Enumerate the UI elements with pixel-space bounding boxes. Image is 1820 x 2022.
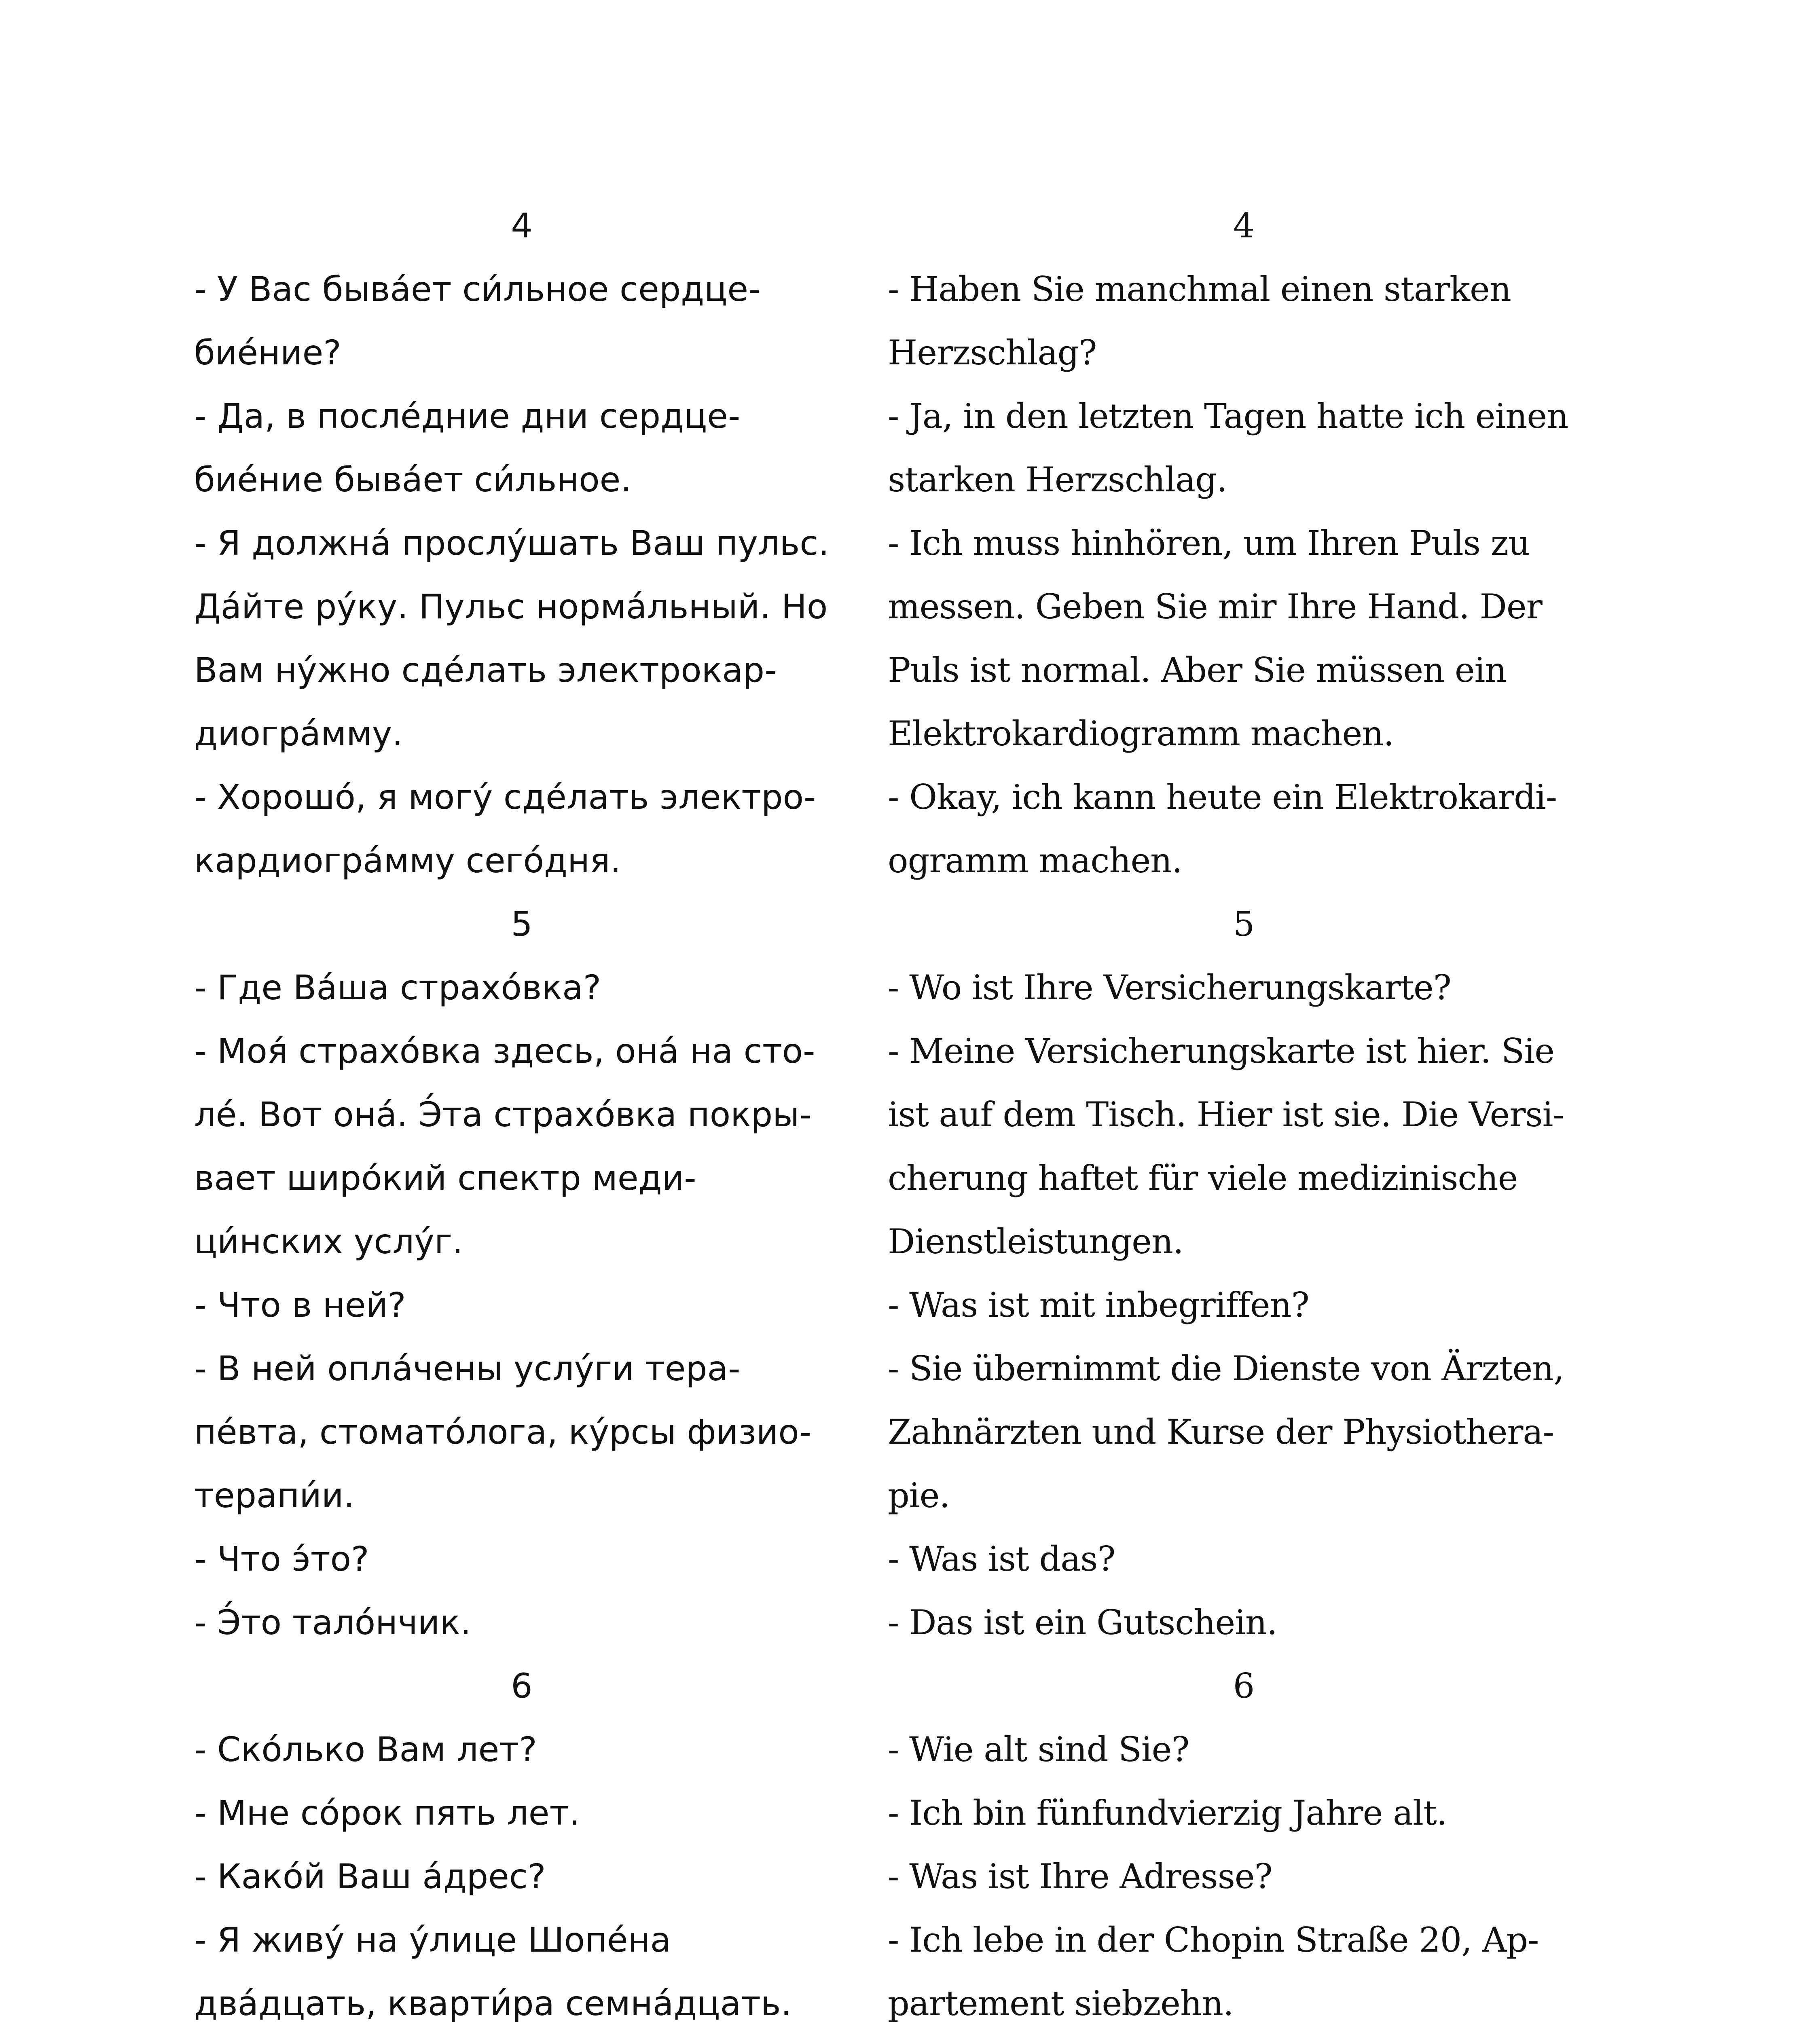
german-dialogue-line: ist auf dem Tisch. Hier ist sie. Die Versi- xyxy=(888,1095,1564,1134)
german-dialogue-line: - Ich muss hinhören, um Ihren Puls zu xyxy=(888,523,1530,563)
russian-section-number: 6 xyxy=(511,1666,533,1706)
german-dialogue-line: Elektrokardiogramm machen. xyxy=(888,714,1394,753)
russian-dialogue-line: - Я живу́ на у́лице Шопе́на xyxy=(194,1920,671,1960)
german-dialogue-line: - Ja, in den letzten Tagen hatte ich einen xyxy=(888,396,1568,436)
russian-dialogue-line: кардиогра́мму сего́дня. xyxy=(194,841,621,880)
russian-dialogue-line: вает широ́кий спектр меди- xyxy=(194,1158,696,1198)
german-dialogue-line: cherung haftet für viele medizinische xyxy=(888,1158,1518,1198)
german-dialogue-line: - Was ist das? xyxy=(888,1539,1115,1579)
russian-dialogue-line: терапи́и. xyxy=(194,1476,355,1515)
russian-column xyxy=(194,194,849,2022)
russian-dialogue-line: Вам ну́жно сде́лать электрокар- xyxy=(194,650,777,690)
german-dialogue-line: - Sie übernimmt die Dienste von Ärzten, xyxy=(888,1349,1564,1388)
german-dialogue-line: messen. Geben Sie mir Ihre Hand. Der xyxy=(888,587,1542,626)
german-dialogue-line: partement siebzehn. xyxy=(888,1984,1234,2022)
german-dialogue-line: - Haben Sie manchmal einen starken xyxy=(888,269,1511,309)
german-dialogue-line: Herzschlag? xyxy=(888,333,1097,372)
german-section-number: 5 xyxy=(1233,904,1255,944)
german-dialogue-line: pie. xyxy=(888,1476,950,1515)
german-dialogue-line: - Wie alt sind Sie? xyxy=(888,1730,1189,1769)
russian-section-number: 5 xyxy=(511,904,533,944)
russian-dialogue-line: - Моя́ страхо́вка здесь, она́ на сто- xyxy=(194,1031,815,1071)
russian-dialogue-line: - Ско́лько Вам лет? xyxy=(194,1730,537,1769)
russian-section-number: 4 xyxy=(511,206,533,245)
russian-dialogue-line: диогра́мму. xyxy=(194,714,403,753)
german-dialogue-line: - Das ist ein Gutschein. xyxy=(888,1603,1277,1642)
german-dialogue-line: - Ich lebe in der Chopin Straße 20, Ap- xyxy=(888,1920,1539,1960)
german-dialogue-line: - Meine Versicherungskarte ist hier. Sie xyxy=(888,1031,1554,1071)
russian-dialogue-line: - Что в ней? xyxy=(194,1285,406,1325)
russian-dialogue-line: - Хорошо́, я могу́ сде́лать электро- xyxy=(194,777,816,817)
russian-dialogue-line: - Како́й Ваш а́дрес? xyxy=(194,1857,546,1896)
russian-dialogue-line: - Да, в после́дние дни сердце- xyxy=(194,396,741,436)
german-dialogue-line: - Okay, ich kann heute ein Elektrokardi- xyxy=(888,777,1557,817)
german-dialogue-line: - Was ist Ihre Adresse? xyxy=(888,1857,1272,1896)
russian-dialogue-line: Да́йте ру́ку. Пульс норма́льный. Но xyxy=(194,587,828,626)
german-dialogue-line: ogramm machen. xyxy=(888,841,1182,880)
german-section-number: 6 xyxy=(1233,1666,1255,1706)
german-section-number: 4 xyxy=(1233,206,1255,245)
german-dialogue-line: - Ich bin fünfundvierzig Jahre alt. xyxy=(888,1793,1447,1833)
russian-dialogue-line: ци́нских услу́г. xyxy=(194,1222,463,1261)
german-dialogue-line: Dienstleistungen. xyxy=(888,1222,1183,1261)
german-dialogue-line: starken Herzschlag. xyxy=(888,460,1227,499)
russian-dialogue-line: - Где Ва́ша страхо́вка? xyxy=(194,968,601,1007)
german-dialogue-line: Puls ist normal. Aber Sie müssen ein xyxy=(888,650,1507,690)
german-dialogue-line: Zahnärzten und Kurse der Physiothera- xyxy=(888,1412,1554,1452)
german-column xyxy=(888,194,1600,2022)
russian-dialogue-line: - У Вас быва́ет си́льное сердце- xyxy=(194,269,761,309)
russian-dialogue-line: бие́ние быва́ет си́льное. xyxy=(194,460,632,499)
german-dialogue-line: - Was ist mit inbegriffen? xyxy=(888,1285,1309,1325)
russian-dialogue-line: бие́ние? xyxy=(194,333,341,372)
russian-dialogue-line: - Э́то тало́нчик. xyxy=(194,1603,471,1642)
russian-dialogue-line: - В ней опла́чены услу́ги тера- xyxy=(194,1349,741,1388)
russian-dialogue-line: - Я должна́ прослу́шать Ваш пульс. xyxy=(194,523,830,563)
russian-dialogue-line: - Мне со́рок пять лет. xyxy=(194,1793,580,1833)
russian-dialogue-line: - Что э́то? xyxy=(194,1539,369,1579)
russian-dialogue-line: два́дцать, кварти́ра семна́дцать. xyxy=(194,1984,792,2022)
russian-dialogue-line: ле́. Вот она́. Э́та страхо́вка покры- xyxy=(194,1095,812,1134)
german-dialogue-line: - Wo ist Ihre Versicherungskarte? xyxy=(888,968,1451,1007)
russian-dialogue-line: пе́вта, стомато́лога, ку́рсы физио- xyxy=(194,1412,812,1452)
